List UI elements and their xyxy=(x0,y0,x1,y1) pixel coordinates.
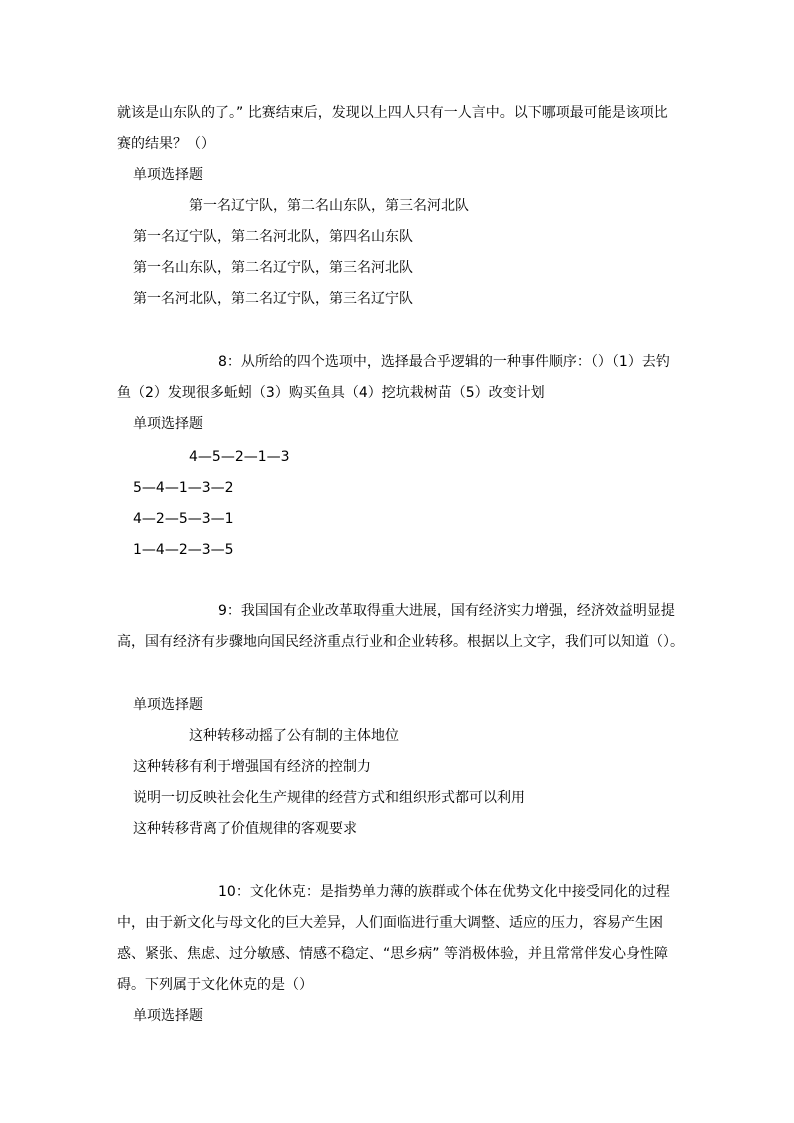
question-7-option-b: 第一名辽宁队，第二名河北队，第四名山东队 xyxy=(133,229,413,245)
question-8-option-d: 1—4—2—3—5 xyxy=(133,542,234,558)
question-7-option-a: 第一名辽宁队，第二名山东队，第三名河北队 xyxy=(189,198,469,214)
question-7-type-label: 单项选择题 xyxy=(133,167,203,183)
question-10-text-line-4: 碍。下列属于文化休克的是（） xyxy=(117,977,313,993)
question-8-option-c: 4—2—5—3—1 xyxy=(133,511,234,527)
question-7-option-c: 第一名山东队，第二名辽宁队，第三名河北队 xyxy=(133,260,413,276)
question-9-type-label: 单项选择题 xyxy=(133,697,203,713)
question-8-type-label: 单项选择题 xyxy=(133,416,203,432)
question-10-text-line-2: 中，由于新文化与母文化的巨大差异，人们面临进行重大调整、适应的压力，容易产生困 xyxy=(117,915,663,931)
question-8-text-line-2: 鱼（2）发现很多蚯蚓（3）购买鱼具（4）挖坑栽树苗（5）改变计划 xyxy=(117,385,545,401)
question-8-text-line-1: 8：从所给的四个选项中，选择最合乎逻辑的一种事件顺序：（）（1）去钓 xyxy=(218,354,670,370)
question-9-text-line-1: 9：我国国有企业改革取得重大进展，国有经济实力增强，经济效益明显提 xyxy=(218,603,675,619)
question-8-option-b: 5—4—1—3—2 xyxy=(133,480,234,496)
question-9-text-line-2: 高，国有经济有步骤地向国民经济重点行业和企业转移。根据以上文字，我们可以知道（）。 xyxy=(117,634,684,650)
question-10-type-label: 单项选择题 xyxy=(133,1008,203,1024)
question-10-text-line-3: 惑、紧张、焦虑、过分敏感、情感不稳定、“思乡病” 等消极体验，并且常常伴发心身性障 xyxy=(117,946,668,962)
question-7-text-line-1: 就该是山东队的了。” 比赛结束后，发现以上四人只有一人言中。以下哪项最可能是该项比 xyxy=(117,105,668,121)
question-10-text-line-1: 10：文化休克：是指势单力薄的族群或个体在优势文化中接受同化的过程 xyxy=(218,884,670,900)
question-8-option-a: 4—5—2—1—3 xyxy=(189,449,290,465)
question-7-option-d: 第一名河北队，第二名辽宁队，第三名辽宁队 xyxy=(133,291,413,307)
question-9-option-c: 说明一切反映社会化生产规律的经营方式和组织形式都可以利用 xyxy=(133,790,525,806)
question-9-option-a: 这种转移动摇了公有制的主体地位 xyxy=(189,728,399,744)
question-7-text-line-2: 赛的结果？（） xyxy=(117,136,215,152)
question-9-option-d: 这种转移背离了价值规律的客观要求 xyxy=(133,821,357,837)
question-9-option-b: 这种转移有利于增强国有经济的控制力 xyxy=(133,759,371,775)
